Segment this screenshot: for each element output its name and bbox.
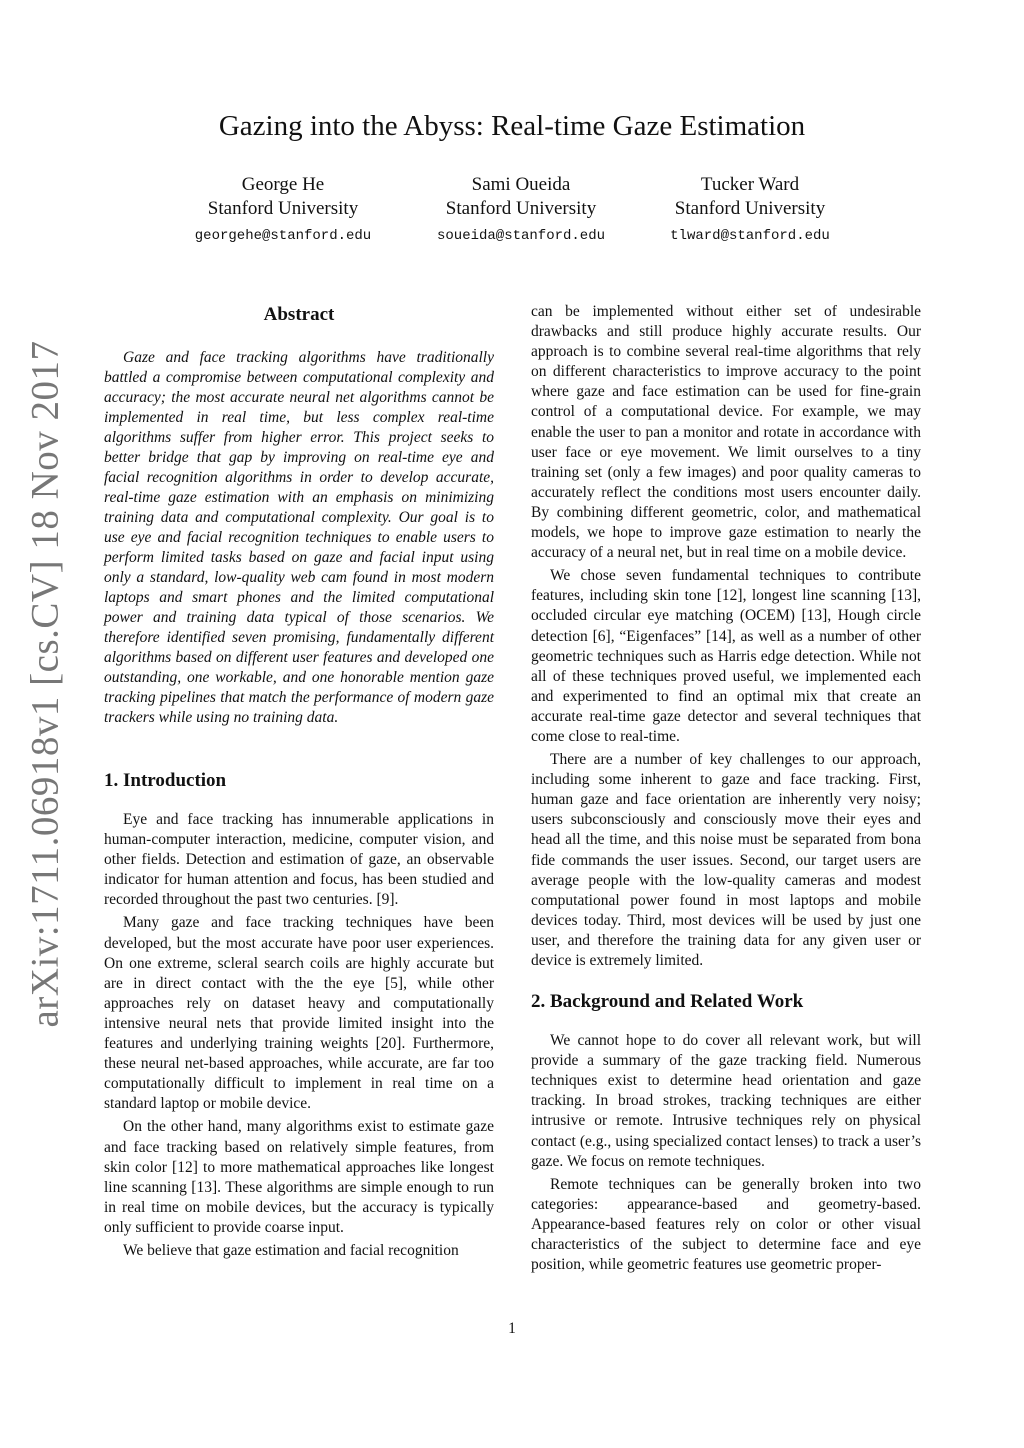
section-heading-introduction: 1. Introduction: [104, 770, 227, 791]
paragraph: can be implemented without either set of undesirable drawbacks and still produce highly accurate results. Our approach is to combine several real-time algorithms that rely on different characteristics to improve accuracy to the point where gaze and face estimation can be used for fine-grain control of a computational device. For example, we may enable the user to pan a monitor and rotate in accordance with user face or eye movement. We limit ourselves to a tiny training set (only a few images) and poor quality cameras to accurately reflect the conditions most users encounter daily. By combining different geometric, color, and mathematical models, we hope to improve gaze estimation to nearly the accuracy of a neural net, but in real time on a mobile device.: [531, 303, 921, 562]
section-heading-background: 2. Background and Related Work: [531, 991, 804, 1013]
left-column: [104, 302, 494, 1264]
author-affiliation: Stanford University: [674, 198, 826, 219]
paragraph: There are a number of key challenges to our approach, including some inherent to gaze and face tracking. First, human gaze and face orientation are inherently very noisy; users subconsciously and consciously move their eyes and head all the time, and this noise must be separated from bona fide commands the user issues. Second, our target users are average people with the low-quality cameras and modest computational power found in most laptops and mobile devices today. Third, most devices will be used by just one user, and therefore the training data for any given user or device is extremely limited.: [531, 751, 921, 969]
paragraph: Many gaze and face tracking techniques have been developed, but the most accurate have poor user experiences. On one extreme, scleral search coils are highly accurate but are in direct contact with the the eye [5], while other approaches rely on dataset heavy and computationally intensive neural nets that provide limited insight into the features and underlying training weights [20]. Furthermore, these neural net-based approaches, while accurate, are far too computationally difficult to implement in real time on a standard laptop or mobile device.: [104, 914, 494, 1113]
paragraph: Remote techniques can be generally broken into two categories: appearance-based and geometry-based. Appearance-based features rely on color or other visual characteristics of the subject to determine face and eye position, while geometric features use geometric proper-: [531, 1175, 921, 1274]
paragraph: We chose seven fundamental techniques to contribute features, including skin tone [12], longest line scanning [13], occluded circular eye matching (OCEM) [13], Hough circle detection [6], “Eigenfaces” [14], as well as a number of other geometric techniques such as Harris edge detection. While not all of these techniques proved useful, we implemented each and experimented to find an optimal mix that create an accurate real-time gaze detector and several techniques that come close to real-time.: [531, 567, 921, 745]
paragraph: Eye and face tracking has innumerable applications in human-computer interaction, medicine, computer vision, and other fields. Detection and estimation of gaze, an observable indicator for human attention and focus, has been studied and recorded throughout the past two centuries. [9].: [104, 811, 494, 909]
author-affiliation: Stanford University: [207, 198, 359, 219]
paragraph: On the other hand, many algorithms exist to estimate gaze and face tracking based on relatively simple features, from skin color [12] to more mathematical approaches like longest line scanning [13]. These algorithms are simple enough to run in real time on mobile devices, but the accuracy is typically only sufficient to provide coarse input.: [104, 1118, 494, 1236]
page-number: 1: [508, 1320, 516, 1337]
abstract-heading: Abstract: [263, 304, 335, 325]
author-email: tlward@stanford.edu: [670, 228, 830, 244]
author-email: soueida@stanford.edu: [436, 228, 606, 244]
author-name: Sami Oueida: [471, 174, 571, 195]
paragraph: We believe that gaze estimation and facial recognition: [123, 1241, 459, 1259]
paper-title: Gazing into the Abyss: Real-time Gaze Estimation: [218, 110, 806, 142]
author-name: George He: [241, 174, 325, 195]
author-affiliation: Stanford University: [445, 198, 597, 219]
author-email: georgehe@stanford.edu: [194, 228, 372, 244]
author-name: Tucker Ward: [700, 174, 800, 195]
paragraph: We cannot hope to do cover all relevant work, but will provide a summary of the gaze tracking field. Numerous techniques exist to determine head orientation and gaze tracking. In broad strokes, tracking techniques are either intrusive or remote. Intrusive techniques rely on physical contact (e.g., using specialized contact lenses) to track a user’s gaze. We focus on remote techniques.: [531, 1032, 921, 1170]
author-block: [153, 173, 413, 247]
author-block: [620, 173, 880, 247]
abstract-text: Gaze and face tracking algorithms have traditionally battled a compromise between computational complexity and accuracy; the most accurate neural net algorithms cannot be implemented in real time, but less complex real-time algorithms suffer from higher error. This project seeks to better bridge that gap by improving on real-time eye and facial recognition algorithms in order to develop accurate, real-time gaze estimation with an emphasis on minimizing training data and computational complexity. Our goal is to use eye and facial recognition techniques to enable users to perform limited tasks based on gaze and facial input using only a standard, low-quality web cam found in most modern laptops and smart phones and the limited computational power and training data typical of those scenarios. We therefore identified seven promising, fundamentally different algorithms based on different user features and developed one outstanding, one workable, and one honorable mention gaze tracking pipelines that match the performance of modern gaze trackers while using no training data.: [104, 349, 494, 726]
author-block: [391, 173, 651, 247]
right-column: [531, 302, 921, 1278]
arxiv-identifier: arXiv:1711.06918v1 [cs.CV] 18 Nov 2017: [23, 340, 67, 1028]
